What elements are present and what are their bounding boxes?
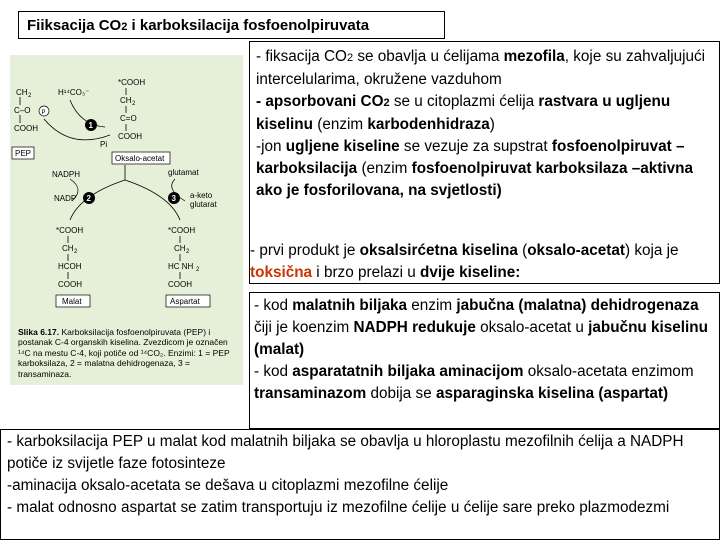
text-run: 2 — [383, 97, 390, 109]
glutamat-label: glutamat — [168, 168, 199, 177]
pi-label: Pi — [100, 140, 108, 149]
text-run: - fiksacija CO — [256, 48, 347, 65]
text-run: ) koja je — [624, 242, 679, 259]
svg-text:P: P — [41, 110, 46, 116]
text-run: ) — [489, 116, 495, 133]
text-run: se u citoplazmi ćelija — [389, 93, 539, 110]
caption-text: Karboksilacija fosfoenolpiruvata (PEP) i postanak C-4 organskih kiselina. Zvezdicom je označen ¹⁴C na mestu C-4, koji potiče od ¹⁴CO₂. Enzimi: 1 = PEP karboksilaza, 2 = malatna dehidrogenaza, 3 = transaminaza. — [18, 327, 230, 379]
text-run: oksalo-acetat — [527, 242, 625, 259]
text-run: i brzo prelazi u — [312, 264, 421, 281]
text-run: mezofila — [503, 48, 565, 65]
malat-cooh1: *COOH — [56, 226, 84, 235]
text-box-summary — [0, 429, 720, 540]
text-run: asparaginska kiselina (aspartat) — [435, 385, 669, 402]
text-run: oksalo-acetata enzimom — [523, 363, 694, 380]
oaa-ch2: CH — [120, 96, 132, 105]
enzyme-2-number: 2 — [86, 194, 91, 203]
text-run: ugljene kiseline — [285, 138, 400, 155]
malat-cooh2: COOH — [58, 280, 82, 289]
aspartat-cooh2: COOH — [168, 280, 192, 289]
svg-text:2: 2 — [28, 93, 32, 99]
slide-title — [18, 11, 445, 39]
svg-text:2: 2 — [132, 101, 136, 107]
aspartat-cooh1: *COOH — [168, 226, 196, 235]
enzyme-1-number: 1 — [88, 121, 93, 130]
text-run: (enzim — [357, 160, 412, 177]
text-run: dobija se — [366, 385, 436, 402]
text-run: (enzim — [312, 116, 368, 133]
text-run: dvije kiseline: — [420, 264, 521, 281]
malat-ch2: CH — [62, 244, 74, 253]
pep-c-op: C–O — [14, 106, 31, 115]
aspartat-label: Aspartat — [170, 297, 200, 306]
svg-text:2: 2 — [186, 249, 190, 255]
text-run: , koje su zahvaljujući intercelularima, okružene vazduhom — [256, 48, 706, 88]
text-run: malatnih biljaka — [292, 297, 408, 314]
text-run: oksalsirćetna kiselina — [359, 242, 518, 259]
text-run: enzim — [407, 297, 457, 314]
text-run: asparatatnih biljaka aminacijom — [292, 363, 524, 380]
text-box-plant-types — [249, 292, 720, 429]
text-run: jabučnu kiselinu (malat) — [254, 319, 708, 358]
figure-caption — [18, 327, 240, 379]
nadp-label: NADP — [54, 194, 77, 203]
text-run: se obavlja u ćelijama — [353, 48, 504, 65]
arrow-to-malat — [70, 180, 125, 220]
glutarat-label: glutarat — [190, 200, 217, 209]
paragraph-first-product — [250, 240, 718, 284]
text-run: jabučna (malatna) dehidrogenaza — [456, 297, 699, 314]
text-run: oksalo-acetat u — [475, 319, 589, 336]
text-run: transaminazom — [254, 385, 367, 402]
text-run: toksična — [250, 264, 313, 281]
text-run: -jon — [256, 138, 286, 155]
text-run: se vezuje za supstrat — [399, 138, 552, 155]
malat-hcoh: HCOH — [58, 262, 82, 271]
paragraph-plant-types — [254, 295, 718, 405]
text-run: ( — [517, 242, 528, 259]
pep-label: PEP — [15, 149, 32, 158]
pathway-figure — [10, 55, 243, 385]
text-run: karbodenhidraza — [367, 116, 490, 133]
oaa-cooh2: COOH — [118, 132, 142, 141]
text-run: - prvi produkt je — [250, 242, 360, 259]
oaa-cooh1: *COOH — [118, 78, 146, 87]
title-rest: i karboksilacija fosfoenolpiruvata — [127, 17, 370, 34]
text-box-fixation — [249, 41, 720, 284]
aspartat-ch2: CH — [174, 244, 186, 253]
text-run: fosfoenolpiruvat –karboksilacija — [256, 138, 685, 177]
text-run: - kod — [254, 297, 293, 314]
bicarbonate-label: H¹⁴CO₃⁻ — [58, 88, 90, 97]
text-run: fosfoenolpiruvat karboksilaza –aktivna ako je fosforilovana, na svjetlosti) — [256, 160, 693, 199]
text-run: 2 — [346, 52, 354, 64]
text-run: - apsorbovani CO — [256, 93, 384, 110]
enzyme-3-number: 3 — [171, 194, 176, 203]
svg-text:2: 2 — [196, 267, 200, 273]
nadph-label: NADPH — [52, 170, 81, 179]
pathway-diagram — [10, 55, 243, 325]
oksalo-acetat-label: Oksalo-acetat — [115, 154, 165, 163]
aspartat-hcnh2: HC NH — [168, 262, 194, 271]
summary-line: - karboksilacija PEP u malat kod malatnih biljaka se obavlja u hloroplastu mezofilnih ćelija a NADPH potiče iz svijetle faze fotosinteze — [7, 433, 684, 472]
pep-cooh: COOH — [14, 124, 38, 133]
summary-lines — [7, 431, 717, 519]
text-run: - kod — [254, 363, 293, 380]
caption-bold: Slika 6.17. — [18, 327, 60, 337]
title-sub: 2 — [121, 21, 128, 33]
summary-line: - malat odnosno aspartat se zatim transportuju iz mezofilne ćelije u ćelije sare preko plazmodezmi — [7, 499, 670, 516]
malat-label: Malat — [62, 297, 82, 306]
title-main: Fiiksacija CO — [27, 17, 122, 34]
summary-line: -aminacija oksalo-acetata se dešava u citoplazmi mezofilne ćelije — [7, 477, 449, 494]
oaa-co: C=O — [120, 114, 137, 123]
text-run: NADPH redukuje — [353, 319, 476, 336]
svg-text:2: 2 — [74, 249, 78, 255]
arrow-pep — [44, 119, 110, 140]
pep-ch2: CH — [16, 88, 28, 97]
paragraph-fixation — [256, 46, 716, 202]
a-keto-label: a-keto — [190, 191, 213, 200]
text-run: rastvara u ugljenu kiselinu — [256, 93, 671, 133]
text-run: čiji je koenzim — [254, 319, 354, 336]
